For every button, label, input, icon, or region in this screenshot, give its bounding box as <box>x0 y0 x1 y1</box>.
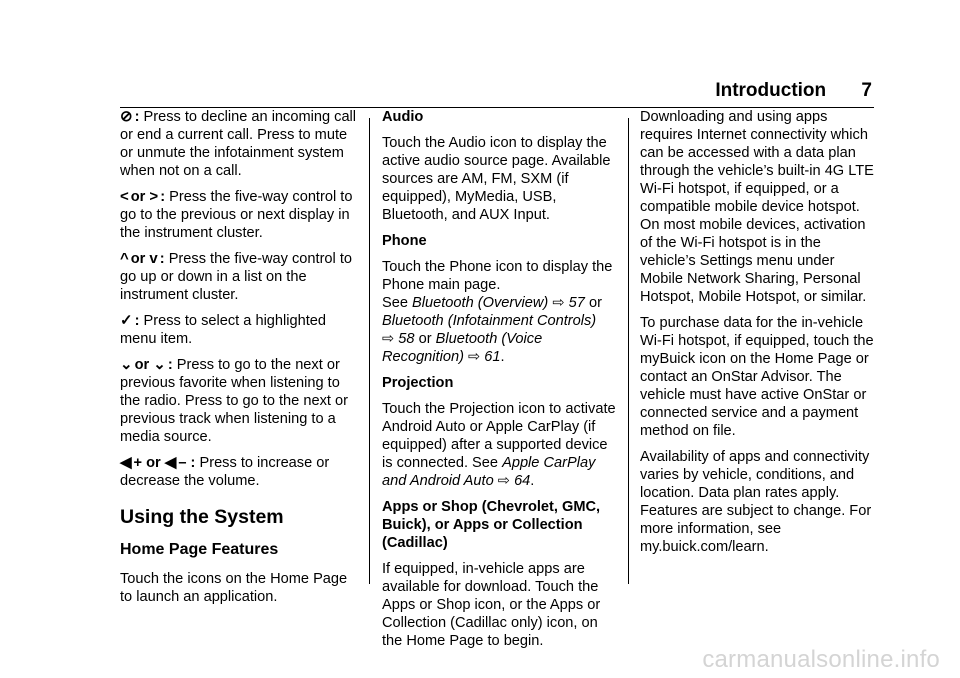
page-ref-arrow-icon: ⇨ <box>382 331 395 347</box>
column-2 <box>382 108 618 658</box>
bluetooth-overview-link[interactable]: Bluetooth (Overview) <box>412 295 549 311</box>
carplay-android-link[interactable]: Apple CarPlay and Android Auto <box>382 455 596 489</box>
apps-text: If equipped, in-vehicle apps are available for download. Touch the Apps or Shop icon, or the Apps or Collection (Cadillac only) icon, on the Home Page to begin. <box>382 561 601 649</box>
up-down-item: ^ or v : Press the five-way control to go up or down in a list on the instrument cluster. <box>120 250 353 303</box>
favorite-previous-icon: ⌄ <box>153 356 166 373</box>
chevron-down-icon: v <box>149 250 158 267</box>
page-ref-arrow-icon: ⇨ <box>468 349 481 365</box>
end-call-item: ⊘ : Press to decline an incoming call or end a current call. Press to mute or unmute the infotainment system when not on a call. <box>120 108 357 179</box>
bluetooth-infotainment-link[interactable]: Bluetooth (Infotainment Controls) <box>382 313 597 329</box>
favorite-next-icon: ⌄ <box>120 356 133 373</box>
chevron-up-icon: ^ <box>120 250 129 267</box>
volume-up-icon: ◀ <box>120 454 132 471</box>
end-call-icon: ⊘ <box>120 108 133 125</box>
left-right-item: < or > : Press the five-way control to go to the previous or next display in the instrument cluster. <box>120 188 353 241</box>
column-1 <box>120 108 360 614</box>
subsection-title: Home Page Features <box>120 541 279 558</box>
phone-text: Touch the Phone icon to display the Phone main page. See Bluetooth (Overview) ⇨ 57 or Bluetooth (Infotainment Controls) ⇨ 58 or Bluetooth (Voice Recognition) ⇨ 61. <box>382 259 613 365</box>
home-page-intro: Touch the icons on the Home Page to launch an application. <box>120 571 348 605</box>
checkmark-icon: ✓ <box>120 312 133 329</box>
volume-down-icon: ◀ <box>164 454 177 471</box>
volume-item: ◀ + or ◀ – : Press to increase or decrease the volume. <box>120 454 330 489</box>
phone-heading: Phone <box>382 233 427 249</box>
watermark: carmanualsonline.info <box>702 646 940 673</box>
header-title: Introduction <box>715 80 827 101</box>
chevron-left-icon: < <box>120 188 129 205</box>
section-title: Using the System <box>120 506 284 528</box>
projection-text: Touch the Projection icon to activate Android Auto or Apple CarPlay (if equipped) after a supported device is connected. See Apple CarPlay and Android Auto ⇨ 64. <box>382 401 616 489</box>
availability-paragraph: Availability of apps and connectivity varies by vehicle, conditions, and location. Data plan rates apply. Features are subject to change. For more information, see my.buick.com/learn. <box>640 449 872 555</box>
bluetooth-voice-link[interactable]: Bluetooth (Voice Recognition) <box>382 331 543 365</box>
column-3 <box>640 108 880 564</box>
connectivity-paragraph: Downloading and using apps requires Internet connectivity which can be accessed with a data plan through the vehicle’s built-in 4G LTE Wi-Fi hotspot, if equipped, or a compatible mobile device hotspot. On most mobile devices, activation of the Wi-Fi hotspot is in the vehicle’s Settings menu under Mobile Network Sharing, Personal Hotspot, Mobile Hotspot, or similar. <box>640 109 874 305</box>
select-item: ✓ : Press to select a highlighted menu item. <box>120 312 327 347</box>
chevron-right-icon: > <box>149 188 159 205</box>
audio-heading: Audio <box>382 109 424 125</box>
column-divider-2 <box>628 118 629 584</box>
page-ref-arrow-icon: ⇨ <box>497 473 510 489</box>
projection-heading: Projection <box>382 375 454 391</box>
page-header <box>715 80 872 102</box>
column-divider-1 <box>369 118 370 584</box>
audio-text: Touch the Audio icon to display the active audio source page. Available sources are AM, FM, SXM (if equipped), MyMedia, USB, Bluetooth, and AUX Input. <box>382 135 611 223</box>
favorite-item: ⌄ or ⌄ : Press to go to the next or previous favorite when listening to the radio. Press to go to the next or previous track when listening to a media source. <box>120 356 348 445</box>
page-number: 7 <box>861 80 872 101</box>
page-ref-arrow-icon: ⇨ <box>552 295 565 311</box>
purchase-data-paragraph: To purchase data for the in-vehicle Wi-Fi hotspot, if equipped, touch the myBuick icon on the Home Page or contact an OnStar Advisor. The vehicle must have active OnStar or connected service and a payment method on file. <box>640 315 874 439</box>
apps-heading: Apps or Shop (Chevrolet, GMC, Buick), or Apps or Collection (Cadillac) <box>382 499 601 551</box>
